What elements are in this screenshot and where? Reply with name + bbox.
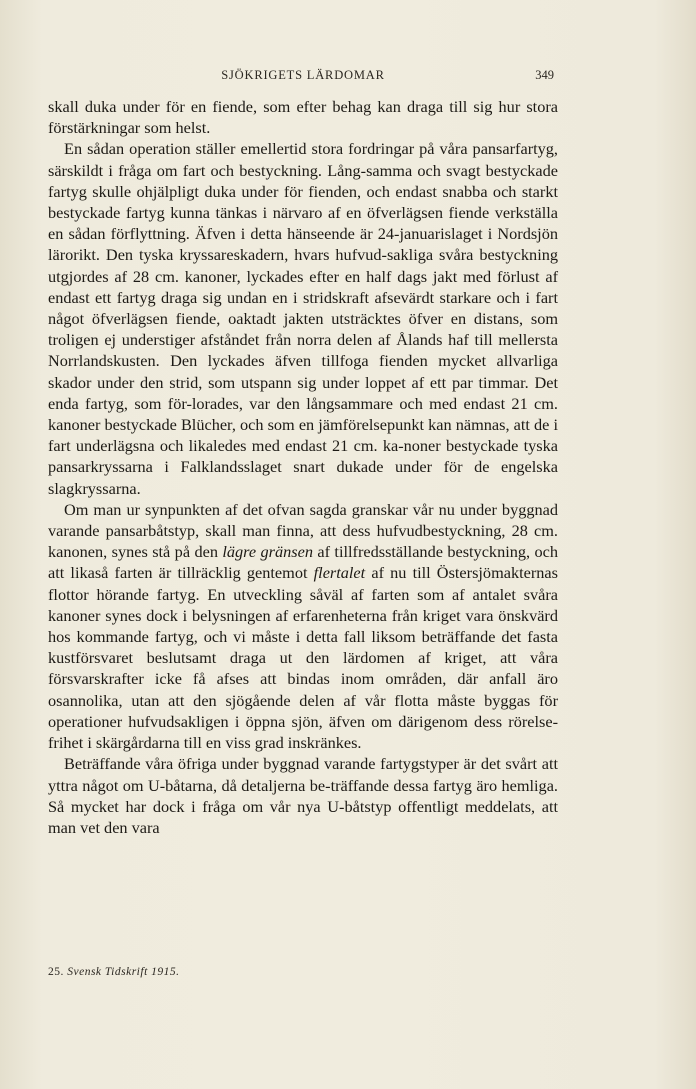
paragraph: [48, 96, 558, 138]
body-text: [48, 96, 558, 838]
page-number: 349: [535, 68, 554, 82]
paragraph: [48, 499, 558, 753]
text-run: Beträffande våra öfriga under byggnad varande fartygstyper är det svårt att yttra något om U-båtarna, då detaljerna be-träffande dessa fartyg äro hemliga. Så mycket har dock i fråga om vår nya U-båtstyp offentligt meddelats, att man vet den vara: [48, 754, 558, 837]
italic-text-run: flertalet: [313, 563, 366, 583]
text-run: skall duka under för en fiende, som efter behag kan draga till sig hur stora förstärkningar som helst.: [48, 97, 558, 138]
paragraph: [48, 138, 558, 498]
page-header: [48, 68, 558, 86]
paragraph: [48, 753, 558, 838]
signature-line: [48, 966, 558, 978]
italic-text-run: lägre gränsen: [222, 542, 313, 562]
text-run: af tillfredsställande bestyckning, och att likaså farten är tillräcklig gentemot: [48, 542, 558, 583]
signature-title: Svensk Tidskrift 1915.: [67, 966, 180, 978]
running-head: SJÖKRIGETS LÄRDOMAR: [221, 68, 385, 82]
text-run: En sådan operation ställer emellertid stora fordringar på våra pansarfartyg, särskildt i fråga om fart och bestyckning. Lång-samma och svagt bestyckade fartyg skulle ohjälpligt duka under för fienden, och endast snabba och starkt bestyckade fartyg kunna tänkas i närvaro af en öfverlägsen fiende verkställa en sådan förflyttning. Äfven i detta hänseende är 24-januarislaget i Nordsjön lärorikt. Den tyska kryssareskadern, hvars hufvud-sakliga svåra bestyckning utgjordes af 28 cm. kanoner, lyckades efter en half dags jakt med förlust af endast ett fartyg draga sig undan en i stridskraft afsevärdt starkare och i fart något öfverlägsen fiende, oaktadt jakten utsträcktes öfver en distans, som troligen ej understiger afståndet från norra delen af Ålands haf till mellersta Norrlandskusten. Den lyckades äfven tillfoga fienden mycket allvarliga skador under den strid, som utspann sig under loppet af ett par timmar. Det enda fartyg, som för-lorades, var den långsammare och med endast 21 cm. kanoner bestyckade Blücher, och som en jämförelsepunkt kan nämnas, att de i fart underlägsna och likaledes med endast 21 cm. ka-noner bestyckade tyska pansarkryssarna i Falklandsslaget snart dukade under för de engelska slagkryssarna.: [48, 139, 558, 498]
text-run: Om man ur synpunkten af det ofvan sagda granskar vår nu under byggnad varande pansarbåtstyp, skall man finna, att dess hufvudbestyckning, 28 cm. kanonen, synes stå på den: [48, 499, 558, 562]
signature-number: 25.: [48, 966, 64, 978]
text-run: af nu till Östersjömakternas flottor hörande fartyg. En utveckling såväl af farten som af antalet svåra kanoner synes dock i belysningen af erfarenheterna från kriget vara önskvärd hos kommande fartyg, och vi måste i detta fall liksom beträffande det fasta kustförsvaret beslutsamt draga ut den lärdomen af kriget, att våra försvarskrafter icke få afses att bindas inom områden, där anfall äro osannolika, utan att den sjögående delen af vår flotta måste byggas för operationer hufvudsakligen i öppna sjön, äfven om därigenom dess rörelse-frihet i skärgårdarna till en viss grad inskränkes.: [48, 563, 558, 753]
